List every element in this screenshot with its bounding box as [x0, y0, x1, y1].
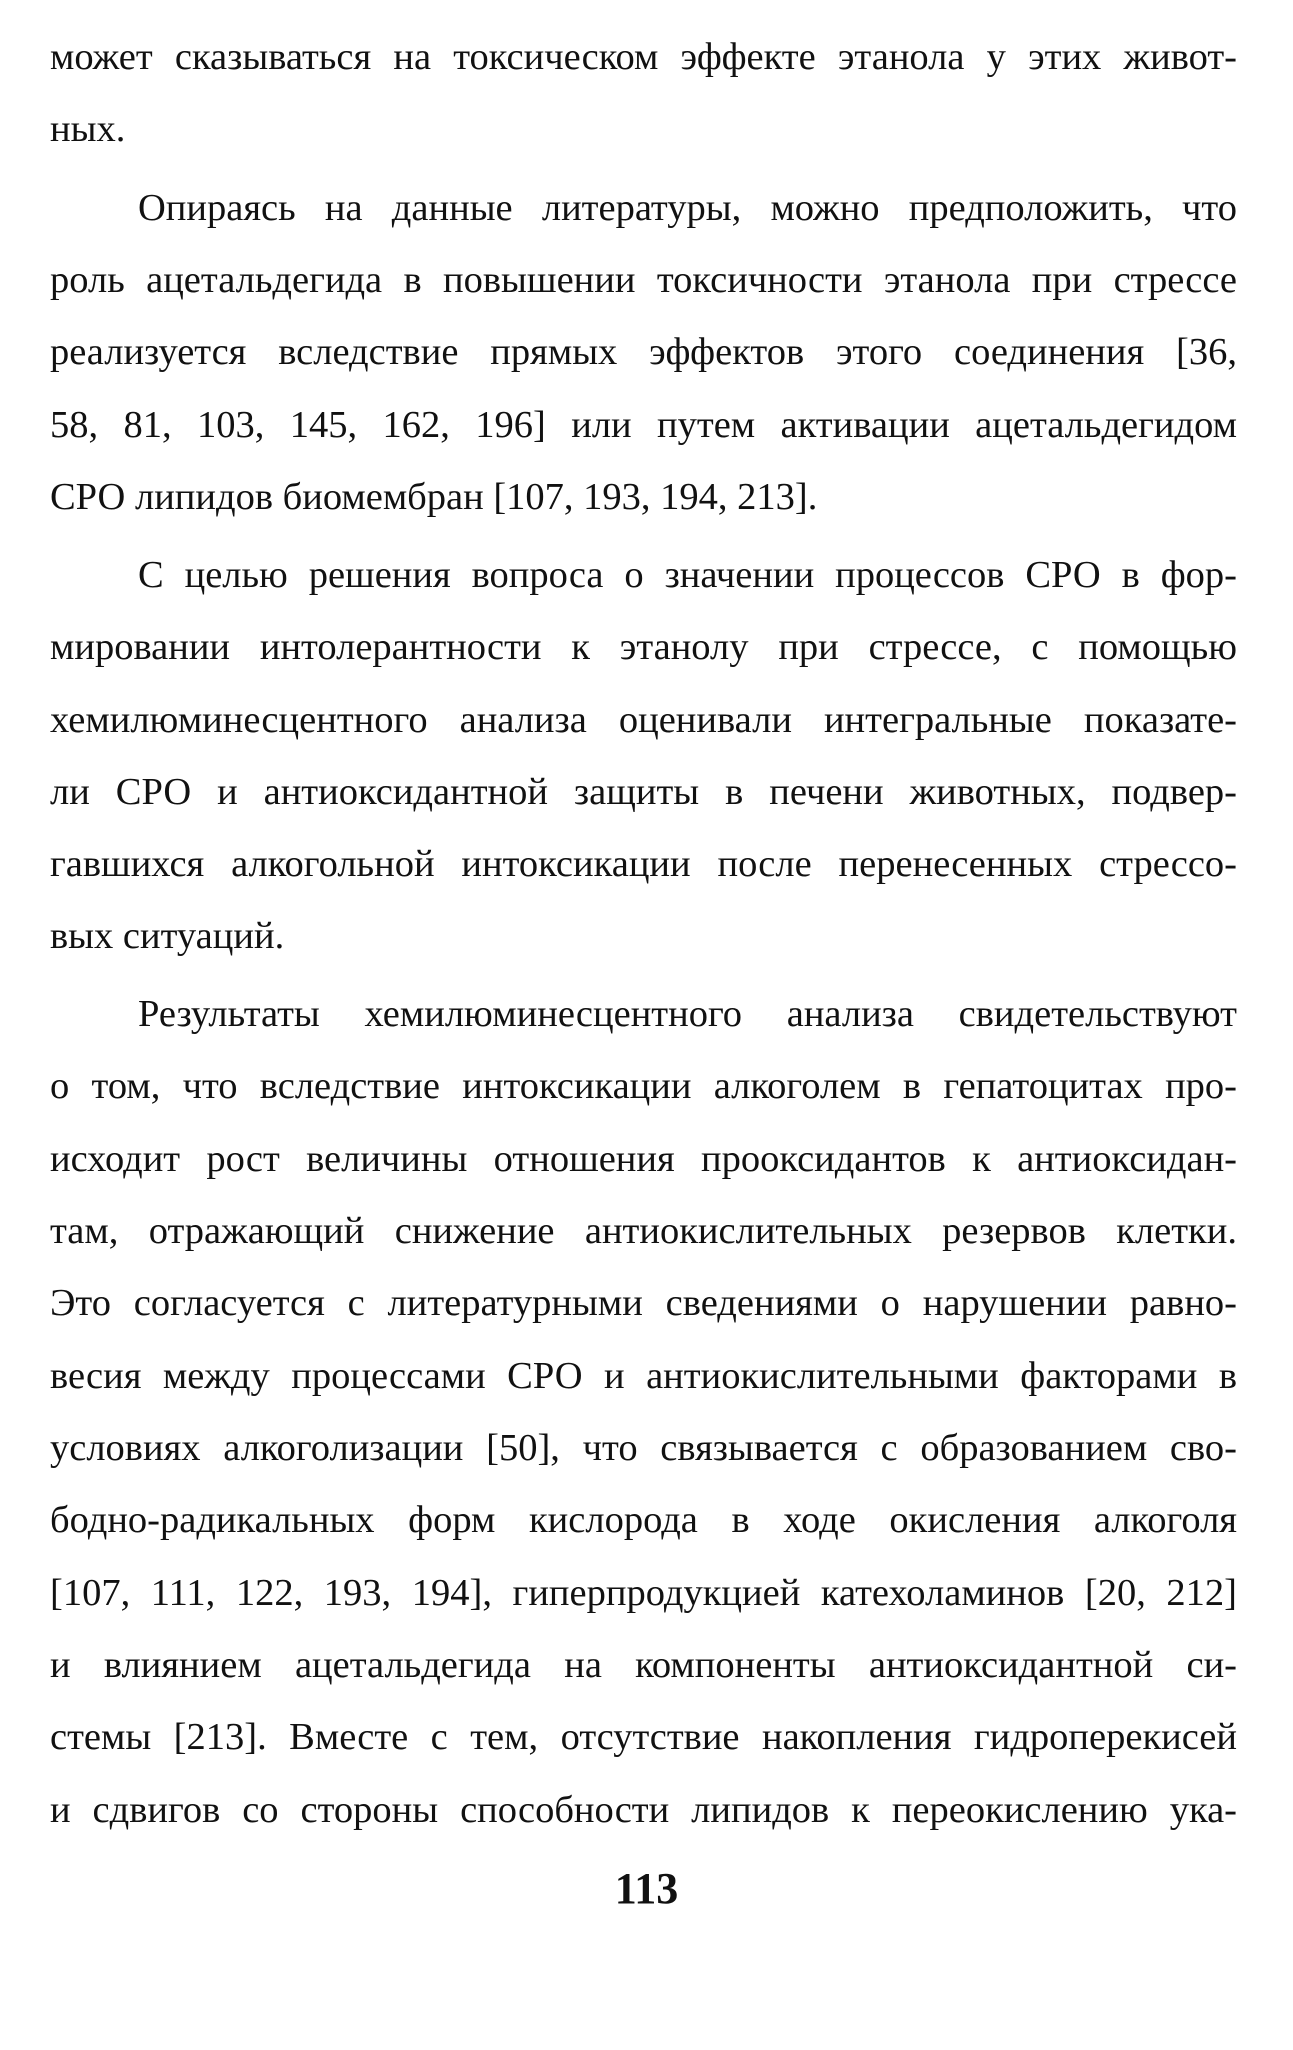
text-line: гавшихся алкогольной интоксикации после перенесенных стрессо- — [50, 843, 1237, 885]
text-line: ных. — [50, 108, 126, 150]
text-line: исходит рост величины отношения прооксидантов к антиоксидан- — [50, 1138, 1237, 1180]
text-line: весия между процессами СРО и антиокислительными факторами в — [50, 1355, 1237, 1397]
text-line: ли СРО и антиоксидантной защиты в печени животных, подвер- — [50, 771, 1237, 813]
text-line: бодно-радикальных форм кислорода в ходе окисления алкоголя — [50, 1499, 1237, 1541]
text-line: условиях алкоголизации [50], что связывается с образованием сво- — [50, 1427, 1237, 1469]
text-line: и влиянием ацетальдегида на компоненты антиоксидантной си- — [50, 1644, 1237, 1686]
text-line: СРО липидов биомембран [107, 193, 194, 213]. — [50, 476, 818, 518]
page-number: 113 — [614, 1864, 679, 1913]
text-line: Это согласуется с литературными сведениями о нарушении равно- — [50, 1282, 1237, 1324]
text-line: вых ситуаций. — [50, 915, 285, 957]
text-line: Опираясь на данные литературы, можно предположить, что — [138, 187, 1237, 229]
text-line: хемилюминесцентного анализа оценивали интегральные показате- — [50, 699, 1237, 741]
text-line: [107, 111, 122, 193, 194], гиперпродукцией катехоламинов [20, 212] — [50, 1572, 1237, 1614]
text-line: роль ацетальдегида в повышении токсичности этанола при стрессе — [50, 259, 1237, 301]
text-line: там, отражающий снижение антиокислительных резервов клетки. — [50, 1210, 1237, 1252]
text-line: мировании интолерантности к этанолу при стрессе, с помощью — [50, 626, 1237, 668]
text-line: С целью решения вопроса о значении процессов СРО в фор- — [138, 554, 1237, 596]
text-line: реализуется вследствие прямых эффектов этого соединения [36, — [50, 331, 1237, 373]
text-line: может сказываться на токсическом эффекте этанола у этих живот- — [50, 36, 1237, 78]
text-line: 58, 81, 103, 145, 162, 196] или путем активации ацетальдегидом — [50, 404, 1237, 446]
text-line: о том, что вследствие интоксикации алкоголем в гепатоцитах про- — [50, 1065, 1237, 1107]
text-line: Результаты хемилюминесцентного анализа свидетельствуют — [138, 993, 1237, 1035]
text-line: и сдвигов со стороны способности липидов к переокислению ука- — [50, 1789, 1237, 1831]
text-line: стемы [213]. Вместе с тем, отсутствие накопления гидроперекисей — [50, 1716, 1237, 1758]
